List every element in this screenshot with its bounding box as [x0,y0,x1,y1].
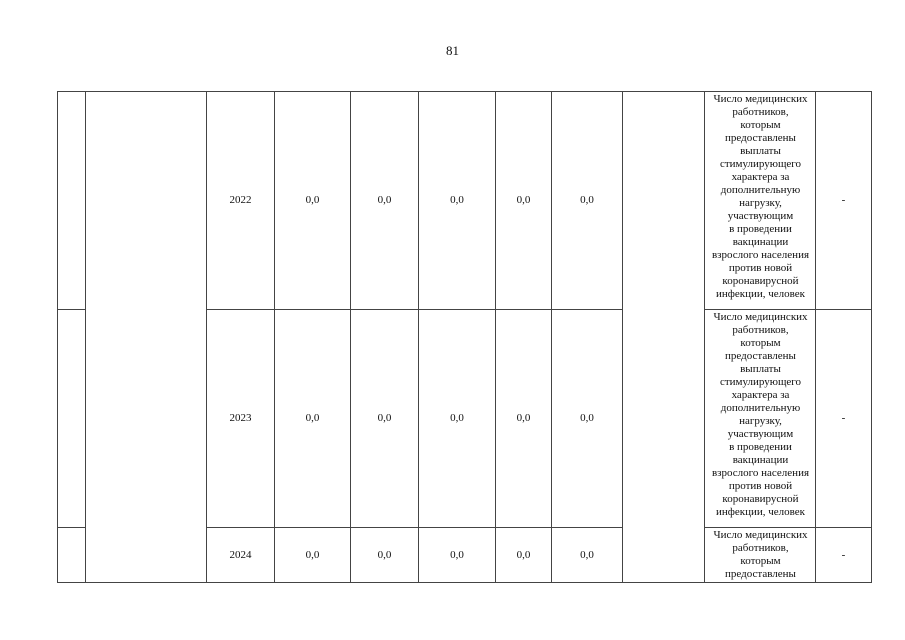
indicator-line: Число медицинских [713,93,808,105]
executor-cell [623,92,705,583]
indicator-line: выплаты [740,145,781,157]
year-cell: 2024 [207,528,275,583]
indicator-line: которым [740,555,781,567]
indicator-line: выплаты [740,363,781,375]
year-cell: 2022 [207,92,275,310]
indicator-line: характера за [731,389,790,401]
indicator-line: предоставлены [725,132,796,144]
value-cell: 0,0 [275,528,351,583]
value-cell: 0,0 [419,92,496,310]
value-cell: 0,0 [419,528,496,583]
indicator-line: стимулирующего [719,158,802,170]
indicator-line: дополнительную [720,402,801,414]
value-cell: 0,0 [552,92,623,310]
value-cell: 0,0 [351,528,419,583]
indicator-line: вакцинации [732,236,789,248]
indicator-line: взрослого населения [711,249,810,261]
target-cell: - [816,92,872,310]
indicator-line: против новой [728,262,793,274]
indicator-line: в проведении [729,223,792,235]
table-row [58,92,872,310]
indicator-line: предоставлены [725,350,796,362]
year-cell: 2023 [207,310,275,528]
indicator-line: нагрузку, [739,197,782,209]
value-cell: 0,0 [275,92,351,310]
page-number: 81 [446,43,459,58]
indicator-cell [705,528,816,583]
row-number-cell [58,528,86,583]
value-cell: 0,0 [351,310,419,528]
indicator-line: которым [740,337,781,349]
indicator-line: дополнительную [720,184,801,196]
measure-name-cell [86,92,207,583]
indicator-line: работников, [732,324,789,336]
value-cell: 0,0 [419,310,496,528]
indicator-line: Число медицинских [713,311,808,323]
value-cell: 0,0 [552,310,623,528]
indicator-cell [705,92,816,310]
indicator-line: в проведении [729,441,792,453]
target-cell: - [816,310,872,528]
row-number-cell [58,92,86,310]
indicator-line: инфекции, человек [715,506,806,518]
value-cell: 0,0 [496,92,552,310]
indicator-line: взрослого населения [711,467,810,479]
indicator-line: коронавирусной [722,275,799,287]
indicator-line: работников, [732,542,789,554]
indicator-line: вакцинации [732,454,789,466]
value-cell: 0,0 [496,310,552,528]
indicator-cell [705,310,816,528]
value-cell: 0,0 [552,528,623,583]
indicator-line: коронавирусной [722,493,799,505]
indicator-line: стимулирующего [719,376,802,388]
indicator-line: предоставлены [725,568,796,580]
row-number-cell [58,310,86,528]
indicator-line: работников, [732,106,789,118]
value-cell: 0,0 [496,528,552,583]
indicator-line: участвующим [727,428,794,440]
data-table [57,91,872,583]
indicator-line: нагрузку, [739,415,782,427]
indicator-line: Число медицинских [713,529,808,541]
value-cell: 0,0 [351,92,419,310]
indicator-line: инфекции, человек [715,288,806,300]
indicator-line: которым [740,119,781,131]
target-cell: - [816,528,872,583]
indicator-line: против новой [728,480,793,492]
indicator-line: характера за [731,171,790,183]
indicator-line: участвующим [727,210,794,222]
value-cell: 0,0 [275,310,351,528]
